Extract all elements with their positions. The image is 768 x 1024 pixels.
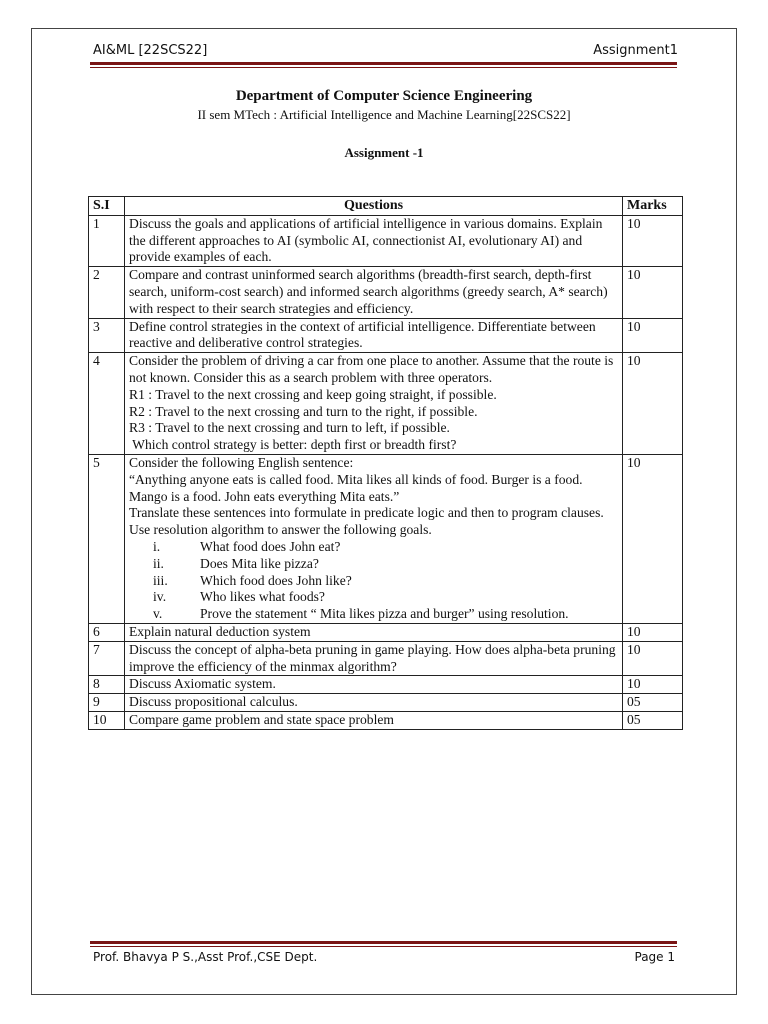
row-si: 4 <box>89 353 125 455</box>
table-row <box>89 267 683 318</box>
row-marks: 10 <box>623 454 683 623</box>
row-si: 1 <box>89 215 125 266</box>
table-row <box>89 641 683 676</box>
goal-item <box>129 606 618 623</box>
question-line: Consider the problem of driving a car from one place to another. Assume that the route is not known. Consider this as a search problem with three operators. <box>129 353 614 385</box>
header-course-code: AI&ML [22SCS22] <box>93 43 208 58</box>
question-line: Which control strategy is better: depth first or breadth first? <box>129 437 457 453</box>
goal-item <box>129 556 618 573</box>
header-assignment: Assignment1 <box>593 43 678 58</box>
goal-text: Prove the statement “ Mita likes pizza and burger” using resolution. <box>200 606 569 622</box>
question-line: R2 : Travel to the next crossing and turn to the right, if possible. <box>129 403 478 419</box>
row-marks: 10 <box>623 215 683 266</box>
table-row <box>89 454 683 623</box>
footer-rule <box>90 941 677 944</box>
question-instruction: Translate these sentences into formulate in predicate logic and then to program clauses. Use resolution algorithm to answer the following goals. <box>129 505 604 538</box>
header-marks: Marks <box>623 197 683 216</box>
row-si: 3 <box>89 318 125 353</box>
table-row <box>89 623 683 641</box>
course-subtitle: II sem MTech : Artificial Intelligence and Machine Learning[22SCS22] <box>197 107 571 122</box>
row-question: Compare and contrast uninformed search algorithms (breadth-first search, depth-first search, uniform-cost search) and informed search algorithms (greedy search, A* search) with respect to their search strategies and efficiency. <box>125 267 623 318</box>
row-si: 7 <box>89 641 125 676</box>
row-si: 9 <box>89 694 125 712</box>
question-line: R3 : Travel to the next crossing and turn to left, if possible. <box>129 420 450 436</box>
row-marks: 05 <box>623 711 683 729</box>
row-question <box>125 454 623 623</box>
row-marks: 05 <box>623 694 683 712</box>
header-questions: Questions <box>125 197 623 216</box>
row-question: Discuss Axiomatic system. <box>125 676 623 694</box>
question-line: R1 : Travel to the next crossing and keep going straight, if possible. <box>129 386 497 402</box>
department-title: Department of Computer Science Engineering <box>235 88 533 104</box>
table-header-row <box>89 197 683 216</box>
row-question <box>125 353 623 455</box>
footer-rule-thin <box>90 946 677 947</box>
row-si: 2 <box>89 267 125 318</box>
row-marks: 10 <box>623 641 683 676</box>
question-quote: “Anything anyone eats is called food. Mita likes all kinds of food. Burger is a food. Mango is a food. John eats everything Mita eats.” <box>129 471 583 504</box>
goal-text: Which food does John like? <box>200 572 352 588</box>
table-row <box>89 676 683 694</box>
row-marks: 10 <box>623 267 683 318</box>
row-si: 6 <box>89 623 125 641</box>
row-marks: 10 <box>623 676 683 694</box>
goal-number: i. <box>153 538 161 554</box>
row-question: Discuss the concept of alpha-beta pruning in game playing. How does alpha-beta pruning improve the efficiency of the minmax algorithm? <box>125 641 623 676</box>
goal-item <box>129 589 618 606</box>
table-row <box>89 215 683 266</box>
table-row <box>89 353 683 455</box>
row-si: 8 <box>89 676 125 694</box>
row-marks: 10 <box>623 623 683 641</box>
question-intro: Consider the following English sentence: <box>129 454 354 470</box>
page-number: Page 1 <box>634 950 675 964</box>
goal-text: Who likes what foods? <box>200 589 325 605</box>
row-si: 5 <box>89 454 125 623</box>
row-marks: 10 <box>623 318 683 353</box>
questions-table <box>88 196 683 730</box>
goal-number: iv. <box>153 589 167 605</box>
row-question: Define control strategies in the context of artificial intelligence. Differentiate between reactive and deliberative control strategies. <box>125 318 623 353</box>
goal-number: v. <box>153 606 163 622</box>
row-question: Discuss propositional calculus. <box>125 694 623 712</box>
goal-number: iii. <box>153 572 168 588</box>
goal-item <box>129 573 618 590</box>
row-marks: 10 <box>623 353 683 455</box>
header-rule-thin <box>90 67 677 68</box>
table-row <box>89 694 683 712</box>
assignment-title: Assignment -1 <box>344 145 424 160</box>
table-row <box>89 318 683 353</box>
goal-item <box>129 539 618 556</box>
header-rule <box>90 62 677 65</box>
row-si: 10 <box>89 711 125 729</box>
footer-author: Prof. Bhavya P S.,Asst Prof.,CSE Dept. <box>93 950 318 964</box>
goal-text: Does Mita like pizza? <box>200 555 319 571</box>
row-question: Discuss the goals and applications of artificial intelligence in various domains. Explain the different approaches to AI (symbolic AI, connectionist AI, evolutionary AI) and provide examples of each. <box>125 215 623 266</box>
goal-number: ii. <box>153 555 164 571</box>
header-si: S.I <box>89 197 125 216</box>
row-question: Explain natural deduction system <box>125 623 623 641</box>
table-row <box>89 711 683 729</box>
row-question: Compare game problem and state space problem <box>125 711 623 729</box>
goal-text: What food does John eat? <box>200 538 341 554</box>
